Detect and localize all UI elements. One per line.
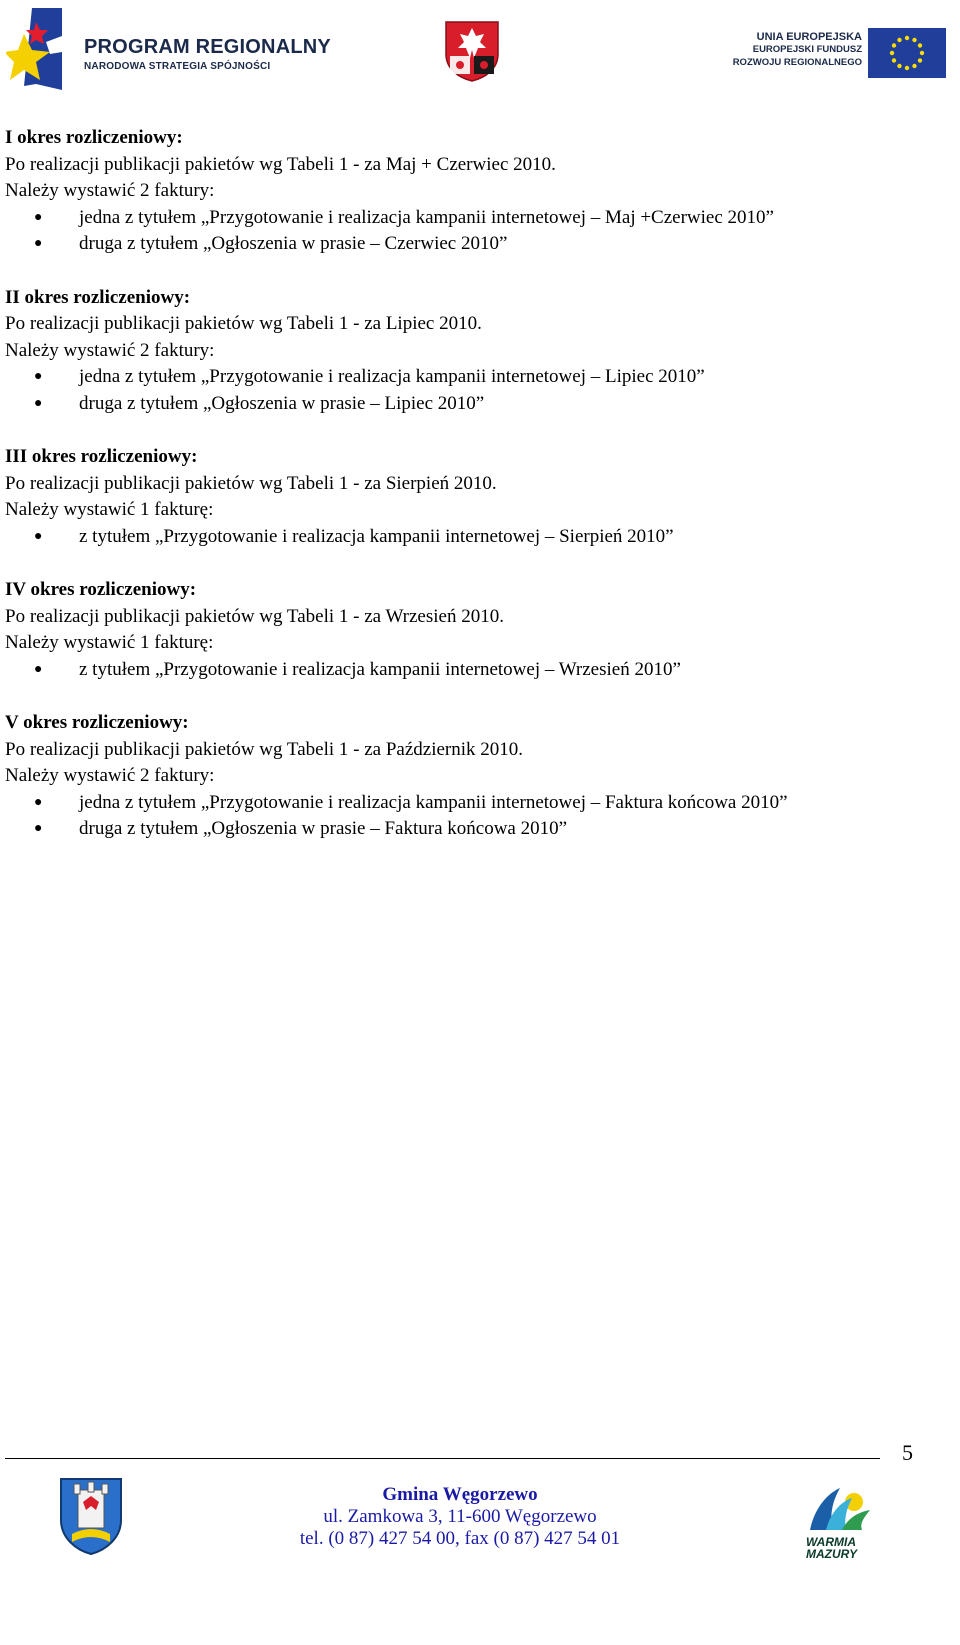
invoice-item: ● jedna z tytułem „Przygotowanie i realizacja kampanii internetowej – Faktura końcowa 2010”	[5, 790, 950, 817]
org-contact: tel. (0 87) 427 54 00, fax (0 87) 427 54 01	[299, 1528, 621, 1549]
program-subtitle: NARODOWA STRATEGIA SPÓJNOŚCI	[84, 61, 271, 72]
warmia-mazury-coat-of-arms-icon	[444, 20, 500, 82]
invoice-item: ● z tytułem „Przygotowanie i realizacja kampanii internetowej – Sierpień 2010”	[5, 524, 950, 551]
bullet-icon: ●	[34, 236, 43, 252]
section-description: Po realizacji publikacji pakietów wg Tabeli 1 - za Maj + Czerwiec 2010.	[5, 153, 556, 175]
star-flag-icon	[6, 6, 78, 94]
footer-divider	[5, 1458, 880, 1459]
invoice-item: ● druga z tytułem „Ogłoszenia w prasie – Czerwiec 2010”	[5, 231, 950, 258]
section-title: II okres rozliczeniowy:	[5, 286, 191, 308]
eu-line-2: EUROPEJSKI FUNDUSZ	[752, 44, 862, 55]
bullet-icon: ●	[34, 369, 43, 385]
invoice-count: Należy wystawić 2 faktury:	[5, 180, 215, 202]
section-title: I okres rozliczeniowy:	[5, 127, 183, 148]
program-title: PROGRAM REGIONALNY	[84, 36, 331, 58]
invoice-list	[5, 790, 950, 843]
eu-line-1: UNIA EUROPEJSKA	[756, 31, 862, 43]
section-title: V okres rozliczeniowy:	[5, 712, 189, 734]
billing-period-2	[5, 285, 950, 418]
bullet-icon: ●	[34, 821, 43, 837]
billing-period-1	[5, 125, 950, 258]
invoice-count: Należy wystawić 2 faktury:	[5, 339, 215, 361]
wegorzewo-coat-of-arms-icon	[58, 1476, 124, 1556]
billing-period-4	[5, 577, 950, 683]
invoice-list	[5, 364, 950, 417]
invoice-list	[5, 524, 950, 551]
invoice-count: Należy wystawić 1 fakturę:	[5, 499, 214, 521]
footer-address-block	[230, 1484, 690, 1550]
bullet-icon: ●	[34, 528, 43, 544]
eu-logo	[732, 28, 954, 78]
invoice-item: ● druga z tytułem „Ogłoszenia w prasie – Lipiec 2010”	[5, 391, 950, 418]
bullet-icon: ●	[34, 661, 43, 677]
invoice-item: ● druga z tytułem „Ogłoszenia w prasie – Faktura końcowa 2010”	[5, 816, 950, 843]
document-body	[5, 125, 950, 870]
invoice-item: ● z tytułem „Przygotowanie i realizacja kampanii internetowej – Wrzesień 2010”	[5, 657, 950, 684]
eu-line-3: ROZWOJU REGIONALNEGO	[732, 57, 862, 68]
invoice-count: Należy wystawić 2 faktury:	[5, 765, 215, 787]
page-header	[0, 0, 960, 100]
invoice-list	[5, 205, 950, 258]
bullet-icon: ●	[34, 395, 43, 411]
org-name: Gmina Węgorzewo	[382, 1484, 538, 1505]
invoice-list	[5, 657, 950, 684]
section-description: Po realizacji publikacji pakietów wg Tabeli 1 - za Lipiec 2010.	[5, 313, 482, 335]
section-description: Po realizacji publikacji pakietów wg Tabeli 1 - za Październik 2010.	[5, 738, 524, 760]
eu-flag-icon	[868, 28, 946, 78]
warmia-mazury-logo-text: WARMIA MAZURY	[806, 1535, 858, 1561]
section-title: III okres rozliczeniowy:	[5, 446, 198, 468]
section-title: IV okres rozliczeniowy:	[5, 579, 197, 601]
org-address: ul. Zamkowa 3, 11-600 Węgorzewo	[323, 1506, 597, 1527]
invoice-item: ● jedna z tytułem „Przygotowanie i realizacja kampanii internetowej – Maj +Czerwiec 2010”	[5, 205, 950, 232]
invoice-item: ● jedna z tytułem „Przygotowanie i realizacja kampanii internetowej – Lipiec 2010”	[5, 364, 950, 391]
billing-period-5	[5, 710, 950, 843]
program-regionalny-logo	[6, 6, 346, 98]
page-number: 5	[902, 1440, 913, 1465]
invoice-count: Należy wystawić 1 fakturę:	[5, 632, 214, 654]
section-description: Po realizacji publikacji pakietów wg Tabeli 1 - za Sierpień 2010.	[5, 472, 497, 494]
bullet-icon: ●	[34, 209, 43, 225]
bullet-icon: ●	[34, 794, 43, 810]
billing-period-3	[5, 444, 950, 550]
section-description: Po realizacji publikacji pakietów wg Tabeli 1 - za Wrzesień 2010.	[5, 605, 504, 627]
